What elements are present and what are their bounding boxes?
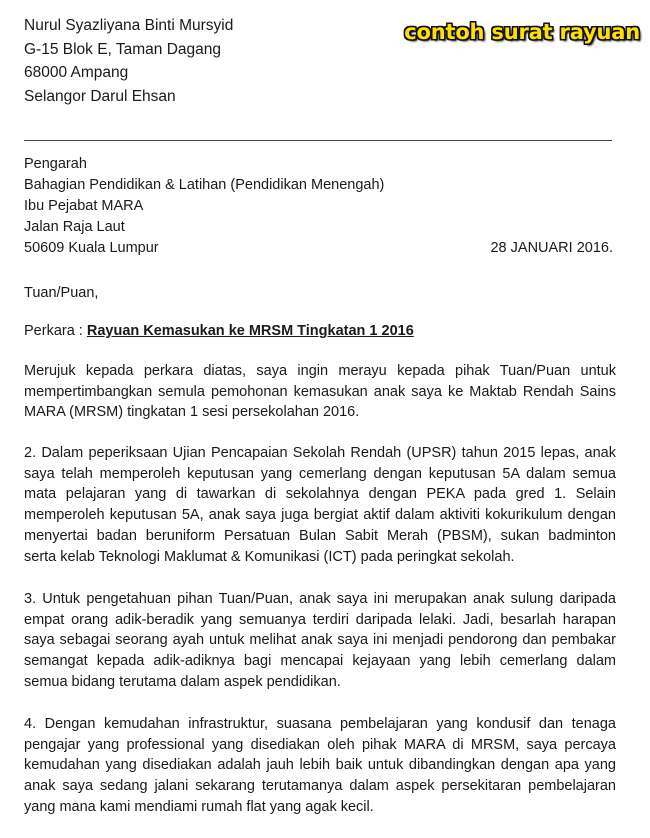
- subject-prefix: Perkara :: [24, 323, 87, 339]
- recipient-address-line: Bahagian Pendidikan & Latihan (Pendidikan Menengah): [24, 177, 385, 193]
- recipient-address-line: Jalan Raja Laut: [24, 219, 125, 235]
- paragraph-line: empat orang adik-beradik yang semuanya terdiri daripada lelaki. Jadi, besarlah harapan: [24, 611, 616, 628]
- paragraph-line: saya sebagai seorang ayah untuk melihat anak saya ini menjadi pendorong dan pembakar: [24, 632, 616, 649]
- paragraph-4: [24, 714, 616, 818]
- paragraph-line: menyertai badan beruniform Persatuan Bulan Sabit Merah (PBSM), sukan badminton: [24, 527, 616, 544]
- paragraph-line: Merujuk kepada perkara diatas, saya ingin merayu kepada pihak Tuan/Puan untuk: [24, 363, 616, 379]
- paragraph-line: saya telah memperoleh keputusan yang cemerlang dengan keputusan 5A dalam semua: [24, 465, 616, 482]
- recipient-address: [24, 154, 384, 259]
- paragraph-intro: [24, 361, 616, 423]
- sender-address-line: G-15 Blok E, Taman Dagang: [24, 40, 222, 58]
- paragraph-line: kemudahan yang disediakan adalah jauh lebih baik untuk dibandingkan dengan apa yang: [24, 757, 616, 774]
- paragraph-line: mempertimbangkan semula pemohonan kemasukan anak saya ke Maktab Rendah Sains: [24, 383, 616, 400]
- paragraph-line: semua bidang terutama dalam aspek pendidikan.: [24, 673, 341, 690]
- sender-address-line: 68000 Ampang: [24, 64, 129, 81]
- paragraph-line: pengajar yang professional yang disediakan oleh pihak MARA di MRSM, saya percaya: [24, 736, 616, 753]
- watermark-caption: contoh surat rayuan: [404, 20, 640, 44]
- recipient-address-line: 50609 Kuala Lumpur: [24, 240, 159, 256]
- paragraph-line: MARA (MRSM) tingkatan 1 sesi persekolahan 2016.: [24, 404, 360, 421]
- letter-date: 28 JANUARI 2016.: [490, 240, 613, 256]
- subject-line: [24, 321, 414, 342]
- paragraph-line: yang mana kami mendiami rumah flat yang agak kecil.: [24, 798, 374, 815]
- paragraph-2: [24, 443, 616, 567]
- subject-text: Rayuan Kemasukan ke MRSM Tingkatan 1 2016: [86, 323, 414, 339]
- paragraph-line: serta kelab Teknologi Maklumat & Komunikasi (ICT) pada peringkat sekolah.: [24, 548, 515, 565]
- sender-name: Nurul Syazliyana Binti Mursyid: [24, 17, 234, 34]
- divider-line: [24, 140, 612, 141]
- paragraph-line: mata pelajaran yang di tawarkan di sekolahnya dengan PEKA pada gred 1. Selain: [24, 486, 616, 503]
- salutation: Tuan/Puan,: [24, 285, 99, 301]
- paragraph-line: 3. Untuk pengetahuan pihan Tuan/Puan, anak saya ini merupakan anak sulung daripada: [24, 591, 616, 607]
- paragraph-line: anak saya sedang jalani sekarang terutamanya dalam aspek persekitaran pembelajaran: [24, 778, 616, 795]
- sender-address: [24, 14, 233, 108]
- paragraph-3: [24, 589, 616, 693]
- recipient-address-line: Ibu Pejabat MARA: [24, 198, 144, 214]
- paragraph-line: semangat kepada adik-adiknya bagi mencapai kejayaan yang lebih cemerlang dalam: [24, 653, 616, 670]
- sender-address-line: Selangor Darul Ehsan: [24, 87, 176, 105]
- paragraph-line: memperoleh keputusan 5A, anak saya juga bergiat aktif dalam aktiviti kokurikulum dengan: [24, 507, 616, 524]
- paragraph-line: 2. Dalam peperiksaan Ujian Pencapaian Sekolah Rendah (UPSR) tahun 2015 lepas, anak: [24, 445, 616, 461]
- paragraph-line: 4. Dengan kemudahan infrastruktur, suasana pembelajaran yang kondusif dan tenaga: [24, 716, 616, 732]
- recipient-title: Pengarah: [24, 156, 87, 172]
